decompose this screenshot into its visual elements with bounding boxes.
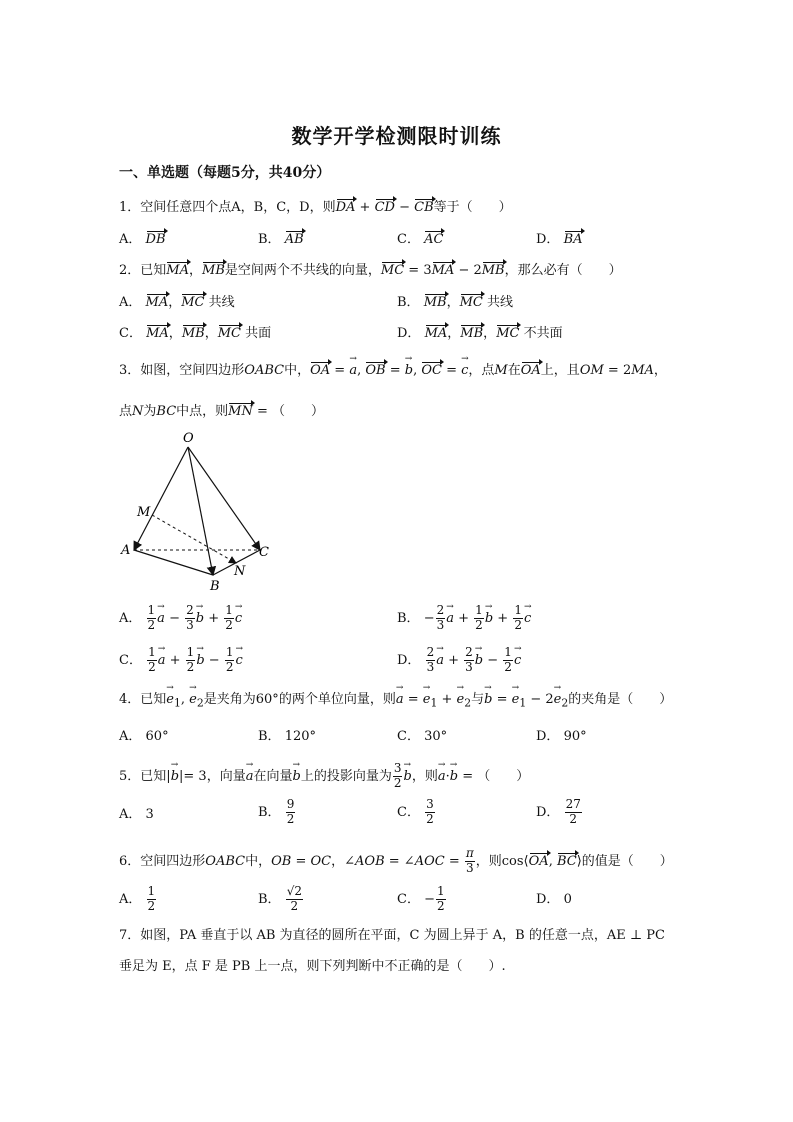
- option-a: A． DB: [119, 232, 166, 247]
- option-b: B． − $\frac{2}{3}$ a → + $\frac{1}{2}$ b → + $\frac{1}{2}$ c →: [397, 604, 531, 633]
- question-text: 等于（ ）: [433, 200, 512, 215]
- option-b: B． $\frac{√2}{2}$: [258, 884, 302, 913]
- edge-ob: [188, 447, 213, 575]
- question-3-cont: 点N为BC中点，则MN = （ ）: [119, 404, 325, 419]
- label-c: C: [259, 545, 269, 560]
- option-a: A． $\frac{1}{2}$: [119, 884, 156, 913]
- option-c: C． MA，MB，MC 共面: [119, 326, 272, 341]
- vector-mn: [152, 515, 236, 563]
- edge-ab: [134, 550, 213, 575]
- label-m: M: [137, 505, 151, 520]
- label-a: A: [121, 543, 131, 558]
- question-6: 6．空间四边形OABC中，OB = OC，∠AOB = ∠AOC = $\frac{\pi}{3}$ ，则cos⟨OA, BC⟩的值是（ ）: [119, 846, 673, 875]
- label-n: N: [234, 564, 246, 579]
- label-o: O: [183, 431, 194, 446]
- option-c: C． $\frac{3}{2}$: [397, 797, 434, 826]
- vector: CB: [414, 200, 434, 215]
- option-c: C． AC: [397, 232, 444, 247]
- vector: DA: [335, 200, 356, 215]
- question-4: 4．已知$e \to_1$, $e \to_2$是夹角为60°的两个单位向量，则a → = $e \to_1 + e \to_2$与b → = $e \to_1 - 2e \to_2$的夹角是（ ）: [119, 693, 672, 709]
- option-d: D． $\frac{27}{2}$: [536, 797, 581, 826]
- option-a: A． $\frac{1}{2}$ a → − $\frac{2}{3}$ b → + $\frac{1}{2}$ c →: [119, 604, 242, 633]
- page-title: 数学开学检测限时训练: [291, 124, 502, 148]
- question-2: 2．已知MA，MB是空间两个不共线的向量，MC = 3MA − 2MB，那么必有（ ）: [119, 263, 622, 278]
- option-b: B． MB，MC 共线: [397, 295, 514, 310]
- question-1: 1．空间任意四个点A，B，C，D，则DA + CD − CB等于（ ）: [119, 200, 512, 215]
- option-d: D． $\frac{2}{3}$ a → + $\frac{2}{3}$ b → − $\frac{1}{2}$ c →: [397, 646, 521, 675]
- question-5: 5．已知|b →|= 3，向量a →在向量b →上的投影向量为 $\frac{3}{2}$ b →，则a →·b → = （ ）: [119, 762, 529, 791]
- question-7-cont: 垂足为 E，点 F 是 PB 上一点，则下列判断中不正确的是（ ）.: [119, 959, 506, 974]
- tetrahedron-figure: [118, 430, 278, 595]
- edge-oc: [188, 447, 260, 550]
- vector: CD: [374, 200, 395, 215]
- option-d: D． 90°: [536, 729, 587, 744]
- section-heading: 一、单选题（每题5分，共40分）: [119, 165, 331, 181]
- option-b: B． $\frac{9}{2}$: [258, 797, 295, 826]
- question-3: 3．如图，空间四边形OABC中，OA = a →, OB = b →, OC = c →，点M在OA上，且OM = 2MA，: [119, 361, 667, 377]
- label-b: B: [210, 579, 220, 594]
- option-d: D． MA，MB，MC 不共面: [397, 326, 563, 341]
- option-d: D． 0: [536, 892, 572, 907]
- option-a: A． 3: [119, 807, 154, 822]
- option-a: A． MA，MC 共线: [119, 295, 235, 310]
- option-b: B． 120°: [258, 729, 317, 744]
- option-b: B． AB: [258, 232, 304, 247]
- option-c: C． $\frac{1}{2}$ a → + $\frac{1}{2}$ b → − $\frac{1}{2}$ c →: [119, 646, 243, 675]
- question-text: 空间任意四个点A，B，C，D，则: [140, 200, 336, 215]
- option-c: C． − $\frac{1}{2}$: [397, 884, 445, 913]
- question-7: 7．如图，PA 垂直于以 AB 为直径的圆所在平面，C 为圆上异于 A，B 的任意一点，AE ⊥ PC: [119, 928, 665, 943]
- edge-oa: [134, 447, 188, 550]
- option-c: C． 30°: [397, 729, 448, 744]
- option-a: A． 60°: [119, 729, 169, 744]
- question-number: 1．: [119, 200, 141, 215]
- option-d: D． BA: [536, 232, 583, 247]
